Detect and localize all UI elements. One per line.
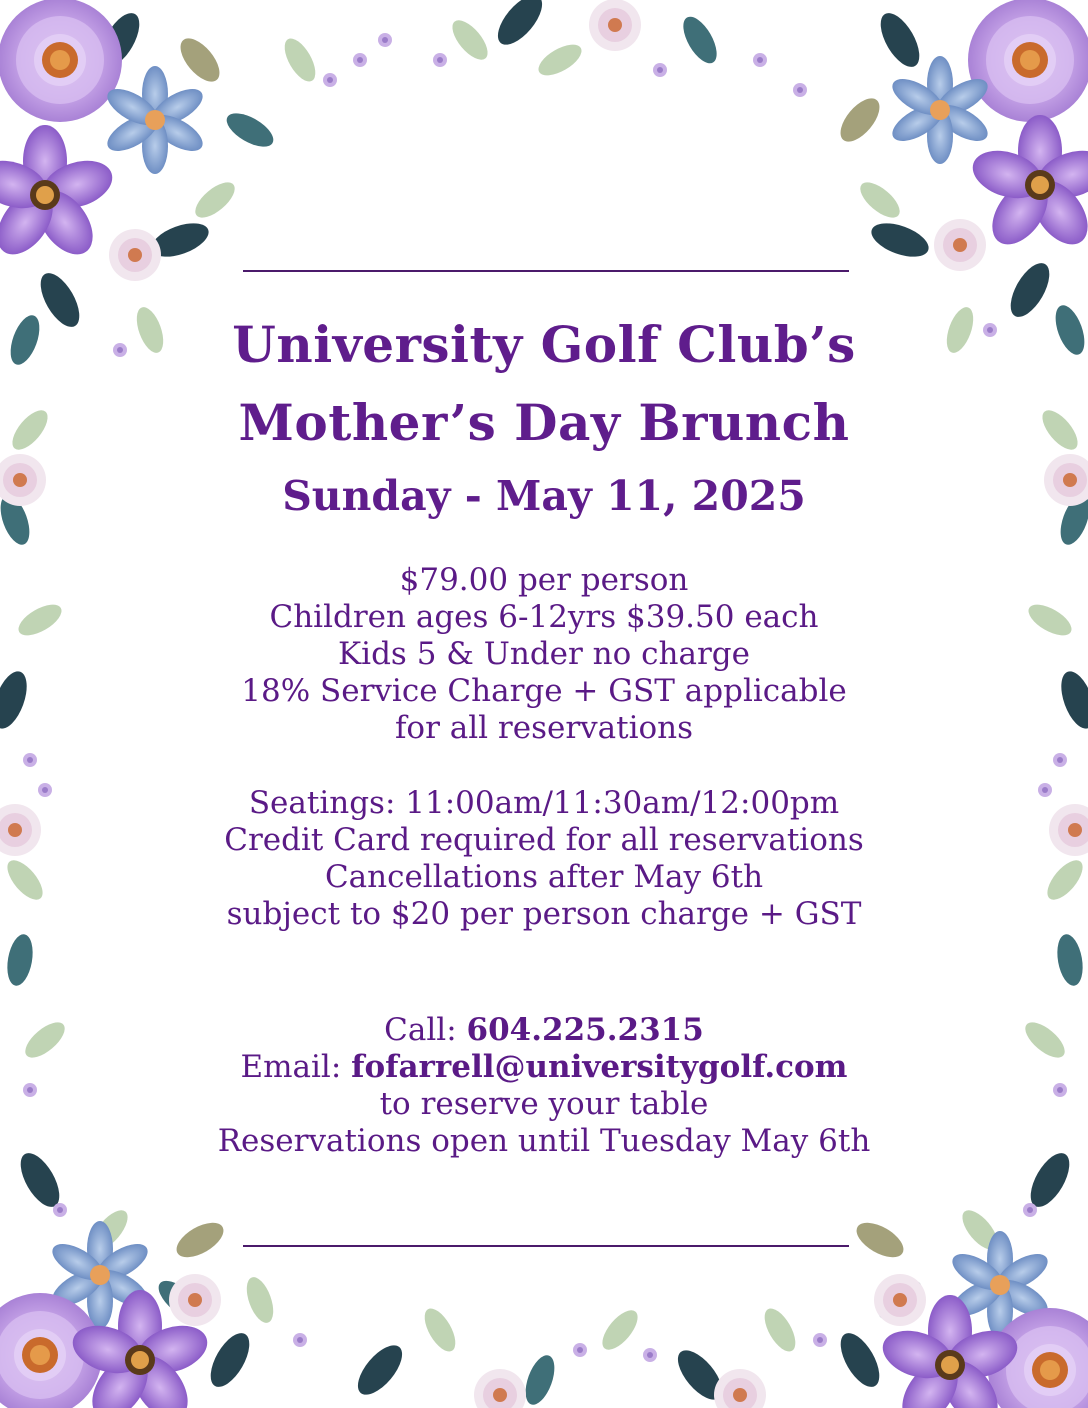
title-block [0,315,1088,520]
bottom-left-flowers [0,1147,307,1408]
reserve-note: to reserve your table [379,1086,709,1122]
credit-card-note: Credit Card required for all reservations [224,822,864,858]
phone-number[interactable]: 604.225.2315 [466,1012,704,1048]
pricing-block [0,562,1088,746]
adult-price: $79.00 per person [399,562,689,598]
title-line-2: Mother’s Day Brunch [238,393,850,452]
bottom-center-flowers [350,1304,802,1408]
call-label: Call: [384,1012,467,1048]
reservation-deadline: Reservations open until Tuesday May 6th [217,1123,871,1159]
event-date: Sunday - May 11, 2025 [282,472,806,520]
email-link[interactable]: fofarrell@universitygolf.com [351,1049,848,1085]
seatings: Seatings: 11:00am/11:30am/12:00pm [248,785,840,821]
contact-block [0,1012,1088,1159]
top-right-flowers [793,0,1088,359]
kids-price: Kids 5 & Under no charge [338,636,750,672]
phone-line [0,1012,1088,1048]
email-label: Email: [240,1049,352,1085]
email-line [0,1049,1088,1085]
top-left-flowers [0,0,392,369]
policy-block [0,785,1088,932]
top-center-flowers [433,0,767,82]
service-charge: 18% Service Charge + GST applicable [241,673,847,709]
bottom-divider [243,1245,849,1247]
children-price: Children ages 6-12yrs $39.50 each [269,599,819,635]
cancellation-charge: subject to $20 per person charge + GST [226,896,862,932]
top-divider [243,270,849,272]
service-charge-note: for all reservations [394,710,694,746]
cancellation-note: Cancellations after May 6th [324,859,764,895]
title-line-1: University Golf Club’s [232,315,856,374]
bottom-right-flowers [813,1147,1088,1408]
